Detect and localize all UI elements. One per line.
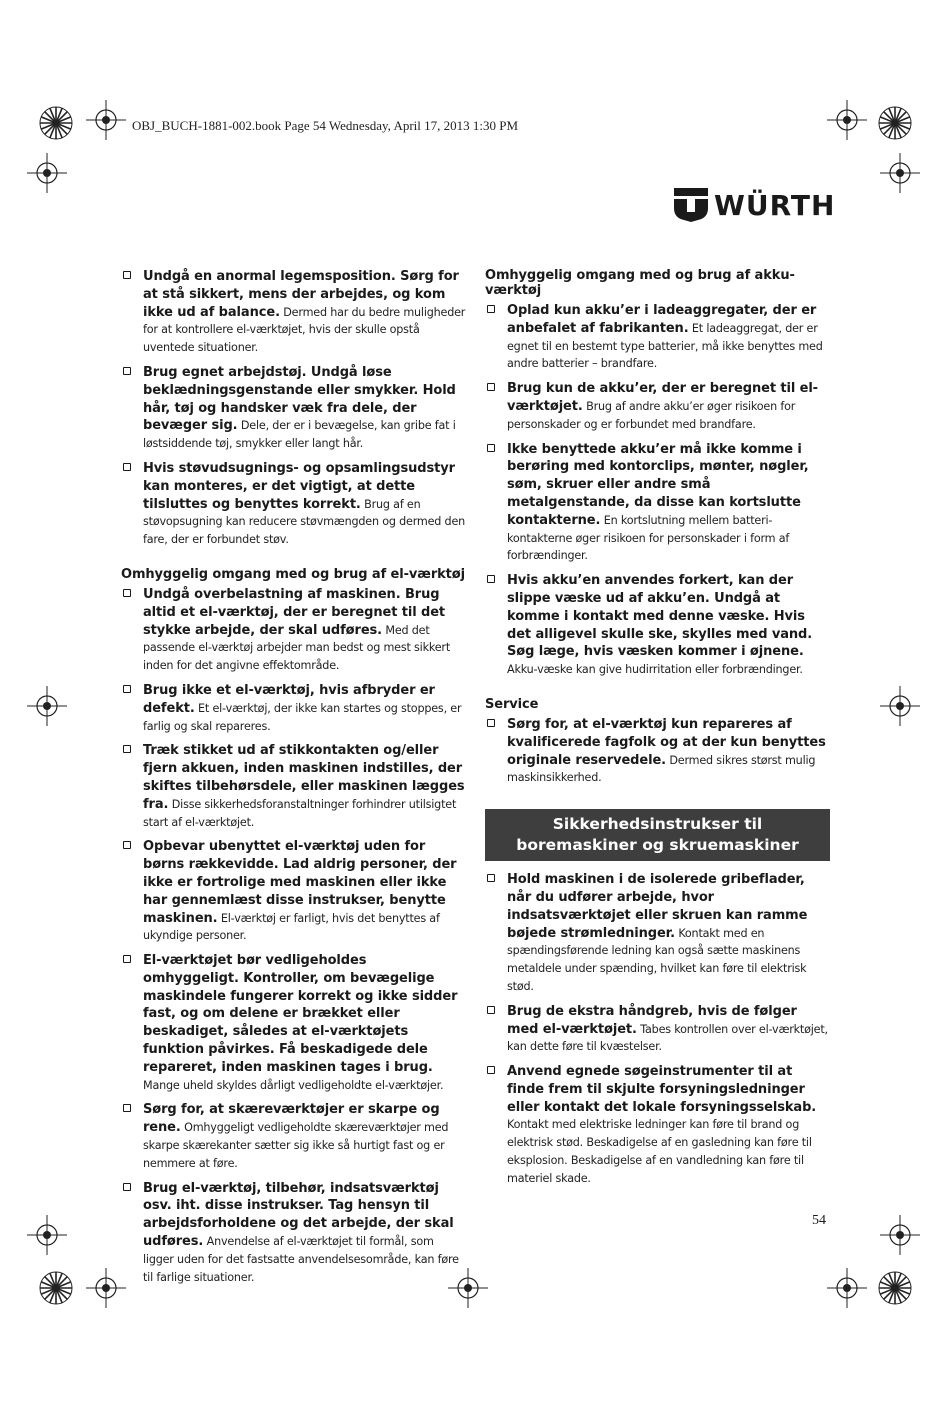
list-item [121, 460, 466, 549]
crosshair-mark-icon [27, 686, 67, 726]
list-item [485, 380, 830, 433]
list-item [121, 586, 466, 675]
item-bold-text: El-værktøjet bør vedligeholdes omhyggeligt. Kontroller, om bevægelige maskindele fungerer korrekt og ikke sidder fast, og om delene er brækket eller beskadiget, således at el-værktøjets funktion påvirkes. Få beskadigede dele repareret, inden maskinen tages i brug. [143, 953, 458, 1075]
item-bold-text: Sørg for, at skæreværktøjer er skarpe og rene. [143, 1102, 440, 1136]
starburst-mark-icon [877, 1270, 913, 1306]
checkbox-square-icon [487, 1006, 495, 1014]
item-text: Et el-værktøj, der ikke kan startes og stoppes, er farlig og skal repareres. [143, 701, 462, 733]
item-text: Disse sikkerhedsforanstaltninger forhindrer utilsigtet start af el-værktøjet. [143, 797, 457, 829]
item-bold-text: Hold maskinen i de isolerede gribeflader, når du udfører arbejde, hvor indsatsværktøjet eller skruen kan ramme bøjede strømledninger. [507, 872, 808, 941]
item-bold-text: Brug kun de akku’er, der er beregnet til el-værktøjet. [507, 381, 818, 414]
logo-wordmark: WÜRTH [714, 188, 836, 222]
section-heading: Omhyggelig omgang med og brug af akku-værktøj [485, 268, 795, 298]
item-text: Dermed sikres størst mulig maskinsikkerhed. [507, 753, 816, 785]
item-bold-text: Brug egnet arbejdstøj. Undgå løse beklædningsgenstande eller smykker. Hold hår, tøj og handsker væk fra dele, der bevæger sig. [143, 364, 456, 434]
checkbox-square-icon [123, 955, 131, 963]
crosshair-mark-icon [880, 153, 920, 193]
checkbox-square-icon [487, 1066, 495, 1074]
item-text: Tabes kontrollen over el-værktøjet, kan dette føre til kvæstelser. [507, 1022, 828, 1054]
item-bold-text: Anvend egnede søgeinstrumenter til at finde frem til skjulte forsyningsledninger eller kontakt det lokale forsyningsselskab. [507, 1064, 817, 1115]
crosshair-mark-icon [86, 1268, 126, 1308]
starburst-mark-icon [38, 105, 74, 141]
list-item [485, 572, 830, 679]
list-item [121, 1101, 466, 1172]
checkbox-square-icon [123, 463, 131, 471]
item-text: Brug af andre akku’er øger risikoen for personskader og er forbundet med brandfare. [507, 399, 796, 431]
list-item [121, 1180, 466, 1287]
list-item [121, 268, 466, 357]
item-text: En kortslutning mellem batteri-kontakterne øger risikoen for personskader i form af forbrændinger. [507, 513, 790, 563]
item-text: Brug af en støvopsugning kan reducere støvmængden og dermed den fare, der er forbundet støv. [143, 497, 466, 547]
checkbox-square-icon [487, 444, 495, 452]
item-text: Et ladeaggregat, der er egnet til en bestemt type batterier, må ikke benyttes med andre batterier – brandfare. [507, 321, 823, 371]
item-bold-text: Undgå en anormal legemsposition. Sørg for at stå sikkert, mens der arbejdes, og kom ikke ud af balance. [143, 269, 459, 320]
item-bold-text: Hvis akku’en anvendes forkert, kan der slippe væske ud af akku’en. Undgå at komme i kontakt med denne væske. Hvis det alligevel skulle ske, skylles med vand. Søg læge, hvis væsken kommer i øjnene. [507, 573, 813, 660]
wurth-emblem-icon [674, 188, 708, 222]
item-text: Omhyggeligt vedligeholdte skæreværktøjer med skarpe skærekanter sætter sig ikke så hurtigt fast og er nemmere at føre. [143, 1121, 449, 1170]
crosshair-mark-icon [827, 100, 867, 140]
list-item [121, 952, 466, 1094]
crosshair-mark-icon [880, 1215, 920, 1255]
list-item [485, 716, 830, 787]
wurth-logo [674, 188, 835, 222]
list-item [485, 1003, 830, 1056]
checkbox-square-icon [123, 1183, 131, 1191]
right-column [485, 268, 830, 1195]
crosshair-mark-icon [86, 100, 126, 140]
item-text: Dele, der er i bevægelse, kan gribe fat i løstsiddende tøj, smykker eller langt hår. [143, 419, 456, 451]
item-text: Mange uheld skyldes dårligt vedligeholdte el-værktøjer. [143, 1078, 444, 1092]
item-bold-text: Oplad kun akku’er i ladeaggregater, der er anbefalet af fabrikanten. [507, 303, 817, 336]
checkbox-square-icon [487, 575, 495, 583]
list-item [121, 364, 466, 453]
checkbox-square-icon [487, 305, 495, 313]
crosshair-mark-icon [827, 1268, 867, 1308]
item-text: Kontakt med elektriske ledninger kan føre til brand og elektrisk stød. Beskadigelse af en gasledning kan føre til eksplosion. Beskadigelse af en vandledning kan føre til materiel skade. [507, 1118, 812, 1185]
checkbox-square-icon [487, 383, 495, 391]
starburst-mark-icon [877, 105, 913, 141]
list-item [485, 871, 830, 996]
crosshair-mark-icon [27, 1215, 67, 1255]
starburst-mark-icon [38, 1270, 74, 1306]
item-text: Med det passende el-værktøj arbejder man bedst og mest sikkert inden for det angivne effektområde. [143, 623, 450, 673]
section-heading: Service [485, 696, 539, 712]
section-heading: Omhyggelig omgang med og brug af el-værktøj [121, 566, 465, 582]
item-bold-text: Træk stikket ud af stikkontakten og/eller fjern akkuen, inden maskinen indstilles, der skiftes tilbehørsdele, eller maskinen lægges fra. [143, 743, 465, 812]
checkbox-square-icon [123, 1104, 131, 1112]
checkbox-square-icon [123, 271, 131, 279]
list-item [485, 441, 830, 566]
checkbox-square-icon [123, 745, 131, 753]
print-header: OBJ_BUCH-1881-002.book Page 54 Wednesday, April 17, 2013 1:30 PM [132, 118, 519, 133]
item-bold-text: Ikke benyttede akku’er må ikke komme i berøring med kontorclips, mønter, nøgler, søm, skruer eller andre små metalgenstande, da disse kan kortslutte kontakterne. [507, 441, 809, 528]
crosshair-mark-icon [880, 686, 920, 726]
checkbox-square-icon [123, 589, 131, 597]
item-text: Dermed har du bedre muligheder for at kontrollere el-værktøjet, hvis der skulle opstå uventede situationer. [143, 305, 466, 355]
crosshair-mark-icon [27, 153, 67, 193]
item-bold-text: Undgå overbelastning af maskinen. Brug altid et el-værktøj, der er beregnet til det stykke arbejde, der skal udføres. [143, 586, 446, 638]
item-text: Kontakt med en spændingsførende ledning kan også sætte maskinens metaldele under spænding, hvilket kan føre til elektrisk stød. [507, 926, 807, 993]
item-text: Anvendelse af el-værktøjet til formål, som ligger uden for det fastsatte anvendelsesområde, kan føre til farlige situationer. [143, 1235, 459, 1284]
list-item [121, 742, 466, 831]
item-bold-text: Brug ikke et el-værktøj, hvis afbryder er defekt. [143, 682, 435, 716]
page-number: 54 [812, 1213, 826, 1228]
item-text: Akku-væske kan give hudirritation eller forbrændinger. [507, 663, 803, 677]
checkbox-square-icon [123, 685, 131, 693]
item-bold-text: Sørg for, at el-værktøj kun repareres af kvalificerede fagfolk og at der kun benyttes originale reservedele. [507, 716, 826, 768]
list-item [485, 1063, 830, 1188]
section-banner: Sikkerhedsinstrukser til boremaskiner og skruemaskiner [485, 809, 830, 861]
checkbox-square-icon [487, 874, 495, 882]
item-bold-text: Opbevar ubenyttet el-værktøj uden for børns rækkevidde. Lad aldrig personer, der ikke er fortrolige med maskinen eller ikke har gennemlæst disse instrukser, benytte maskinen. [143, 839, 457, 926]
checkbox-square-icon [487, 719, 495, 727]
item-text: El-værktøj er farligt, hvis det benyttes af ukyndige personer. [143, 911, 440, 943]
item-bold-text: Brug el-værktøj, tilbehør, indsatsværktøj osv. iht. disse instrukser. Tag hensyn til arbejdsforholdene og det arbejde, der skal udføres. [143, 1180, 454, 1250]
list-item [121, 838, 466, 945]
left-column [121, 268, 466, 1293]
checkbox-square-icon [123, 367, 131, 375]
item-bold-text: Hvis støvudsugnings- og opsamlingsudstyr kan monteres, er det vigtigt, at dette tilsluttes og benyttes korrekt. [143, 460, 455, 512]
list-item [485, 302, 830, 373]
checkbox-square-icon [123, 841, 131, 849]
list-item [121, 682, 466, 735]
item-bold-text: Brug de ekstra håndgreb, hvis de følger med el-værktøjet. [507, 1003, 797, 1037]
